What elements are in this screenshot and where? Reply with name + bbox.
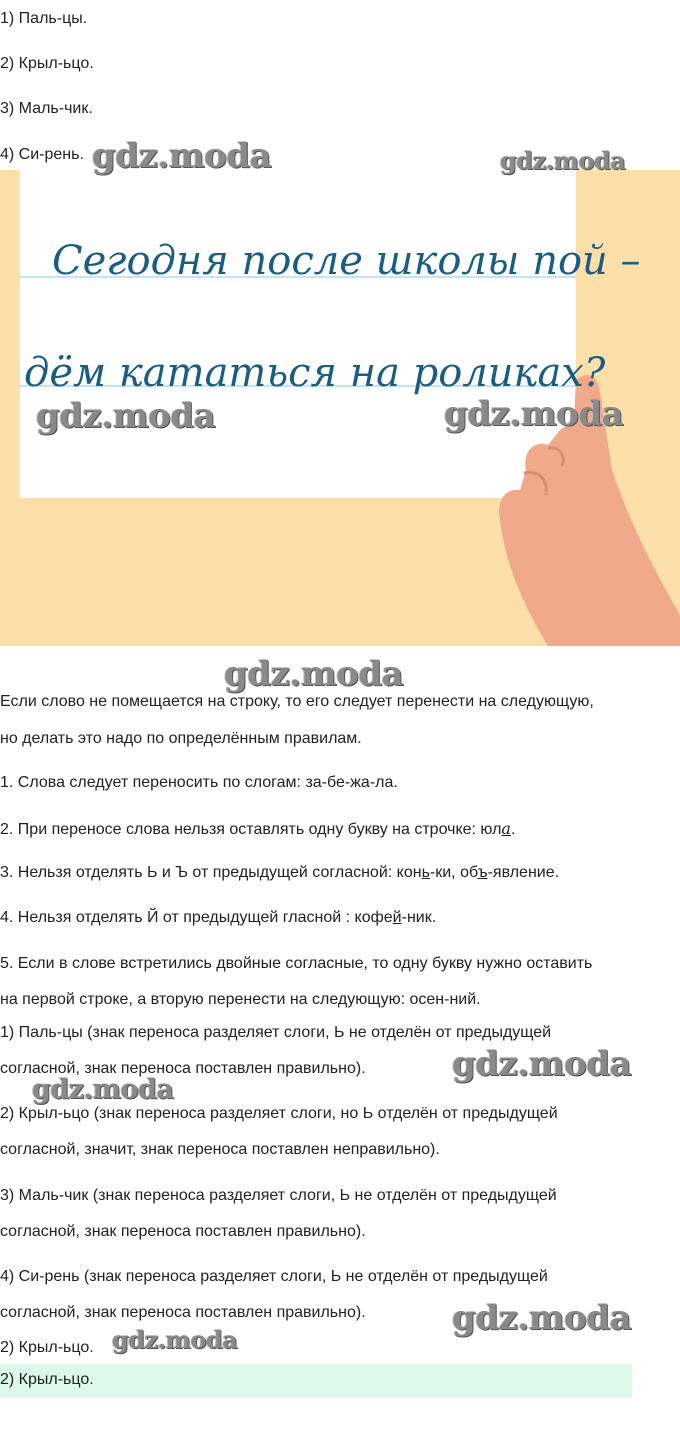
highlighted-letter: й xyxy=(392,909,402,926)
rule-3 xyxy=(0,862,559,884)
rule-text: 4. Нельзя отделять Й от предыдущей гласной : кофе xyxy=(0,909,393,926)
rule-5: 5. Если в слове встретились двойные согласные, то одну букву нужно оставить xyxy=(0,955,593,972)
list-item: 4) Си-рень. xyxy=(0,146,84,163)
analysis-line: 2) Крыл-ьцо (знак переноса разделяет слоги, но Ь отделён от предыдущей xyxy=(0,1105,558,1122)
white-card xyxy=(20,170,576,498)
analysis-line: 3) Маль-чик (знак переноса разделяет слоги, Ь не отделён от предыдущей xyxy=(0,1187,557,1204)
rule-text: 3. Нельзя отделять Ь и Ъ от предыдущей согласной: кон xyxy=(0,864,422,881)
analysis-line: согласной, знак переноса поставлен правильно). xyxy=(0,1223,366,1240)
rule-text: . xyxy=(510,821,516,838)
highlighted-letter: ь xyxy=(421,864,430,881)
result-line: 2) Крыл-ьцо. xyxy=(0,1339,94,1356)
watermark: gdz.moda xyxy=(452,1298,632,1338)
rule-1: 1. Слова следует переносить по слогам: за-бе-жа-ла. xyxy=(0,774,398,791)
rule-text: 2. При переносе слова нельзя оставлять одну букву на строчке: юл xyxy=(0,821,502,838)
analysis-line: согласной, знак переноса поставлен правильно). xyxy=(0,1304,366,1321)
list-item: 1) Паль-цы. xyxy=(0,10,88,27)
watermark: gdz.moda xyxy=(112,1325,238,1354)
analysis-line: 1) Паль-цы (знак переноса разделяет слоги, Ь не отделён от предыдущей xyxy=(0,1024,552,1041)
card-line-1: Сегодня после школы пой – xyxy=(52,238,641,284)
analysis-line: согласной, значит, знак переноса поставлен неправильно). xyxy=(0,1141,440,1158)
analysis-line: 4) Си-рень (знак переноса разделяет слоги, Ь не отделён от предыдущей xyxy=(0,1268,548,1285)
watermark: gdz.moda xyxy=(92,136,272,176)
rule-text: -ник. xyxy=(401,909,437,926)
watermark: gdz.moda xyxy=(452,1044,632,1084)
answer-text: 2) Крыл-ьцо. xyxy=(0,1371,94,1388)
watermark: gdz.moda xyxy=(36,396,216,436)
watermark: gdz.moda xyxy=(224,654,404,694)
paragraph-line: Если слово не помещается на строку, то его следует перенести на следующую, xyxy=(0,693,594,710)
rule-2 xyxy=(0,818,515,841)
highlighted-letter: ъ xyxy=(477,864,488,881)
watermark: gdz.moda xyxy=(444,394,624,434)
list-item: 3) Маль-чик. xyxy=(0,100,93,117)
answer-box xyxy=(0,1364,632,1398)
rule-text: -явление. xyxy=(487,864,560,881)
paragraph-line: но делать это надо по определённым правилам. xyxy=(0,730,362,747)
rule-text: -ки, об xyxy=(429,864,478,881)
rule-5: на первой строке, а вторую перенести на следующую: осен-ний. xyxy=(0,991,481,1008)
watermark: gdz.moda xyxy=(500,146,626,175)
rule-4 xyxy=(0,907,436,929)
list-item: 2) Крыл-ьцо. xyxy=(0,55,94,72)
watermark: gdz.moda xyxy=(32,1074,174,1105)
analysis-line: согласной, знак переноса поставлен правильно). xyxy=(0,1060,366,1077)
highlighted-letter: а xyxy=(501,819,511,838)
card-line-2: дём кататься на роликах? xyxy=(24,350,606,396)
